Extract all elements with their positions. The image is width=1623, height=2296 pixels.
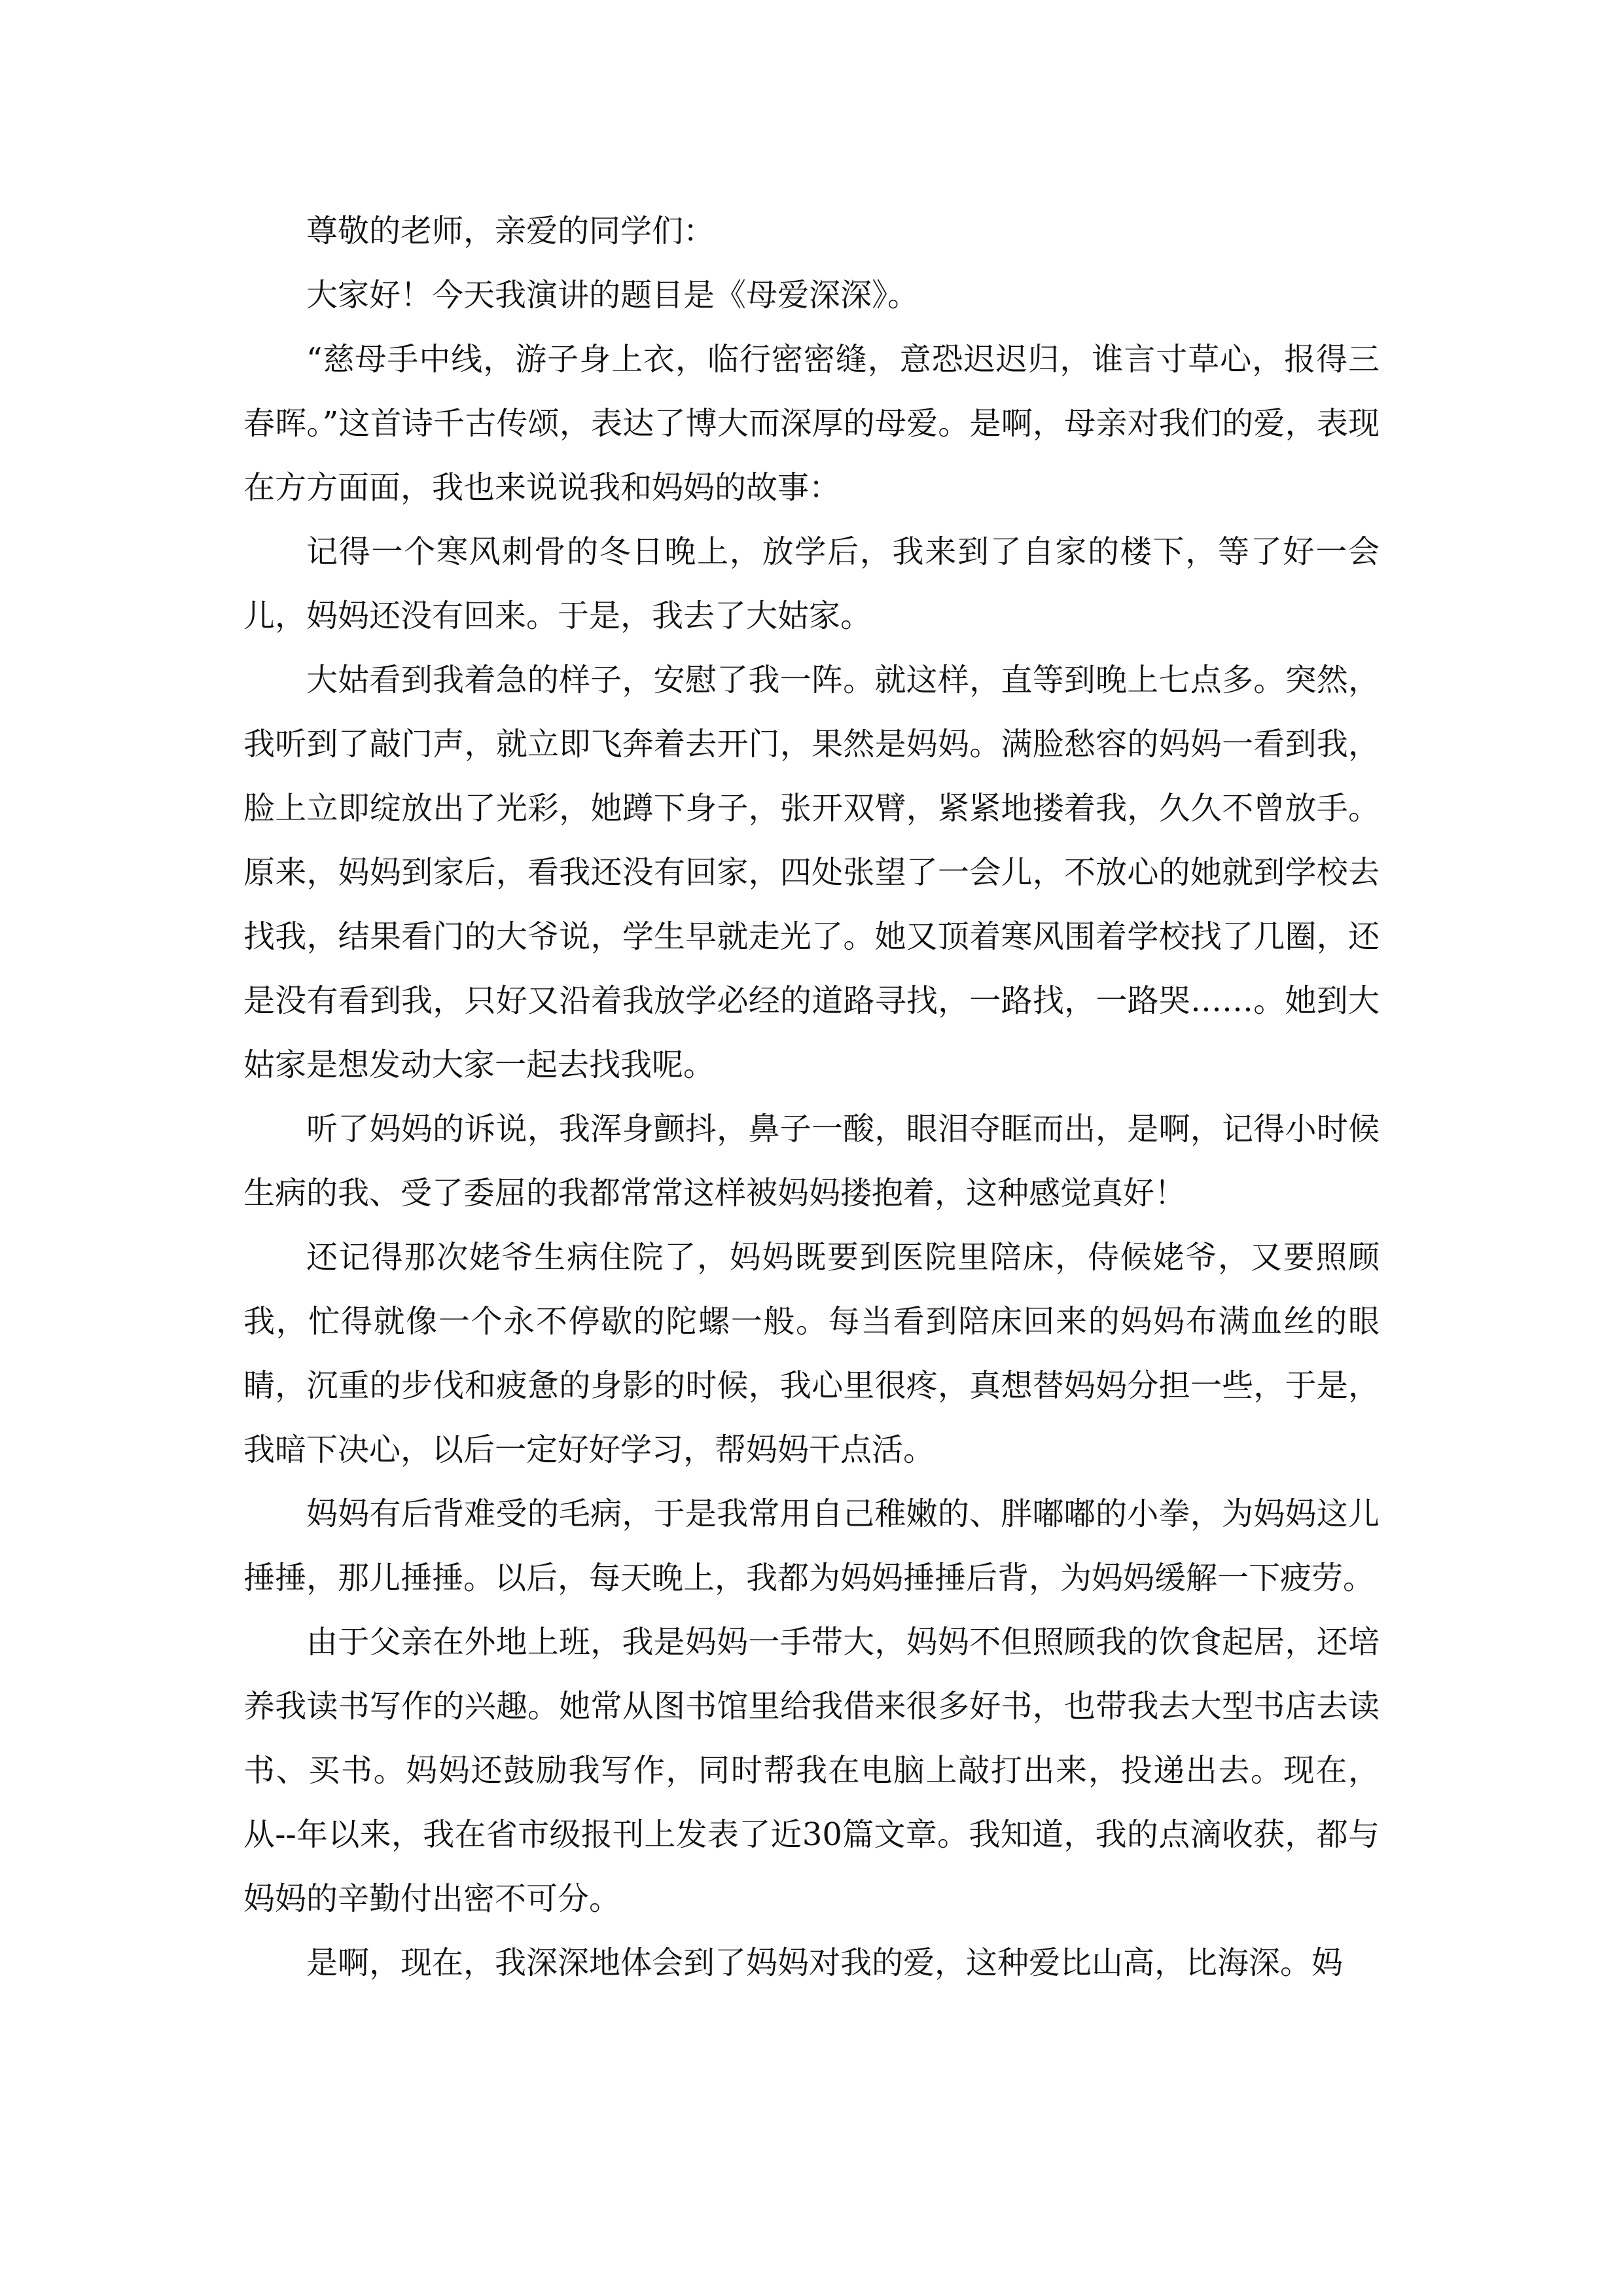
paragraph-conclusion: 是啊，现在，我深深地体会到了妈妈对我的爱，这种爱比山高，比海深。妈 [306, 1945, 1344, 1981]
speech-body [243, 199, 1380, 1995]
paragraph-reading-writing: 由于父亲在外地上班，我是妈妈一手带大，妈妈不但照顾我的饮食起居，还培养我读书写作的兴趣。她常从图书馆里给我借来很多好书，也带我去大型书店去读书、买书。妈妈还鼓励我写作，同时帮我在电脑上敲打出来，投递出去。现在，从--年以来，我在省市级报刊上发表了近30篇文章。我知道，我的点滴收获，都与妈妈的辛勤付出密不可分。 [243, 1624, 1380, 1917]
paragraph-grandpa-hospital: 还记得那次姥爷生病住院了，妈妈既要到医院里陪床，侍候姥爷，又要照顾我，忙得就像一个永不停歇的陀螺一般。每当看到陪床回来的妈妈布满血丝的眼睛，沉重的步伐和疲惫的身影的时候，我心里很疼，真想替妈妈分担一些，于是，我暗下决心，以后一定好好学习，帮妈妈干点活。 [243, 1239, 1380, 1468]
paragraph-tears: 听了妈妈的诉说，我浑身颤抖，鼻子一酸，眼泪夺眶而出，是啊，记得小时候生病的我、受了委屈的我都常常这样被妈妈搂抱着，这种感觉真好！ [243, 1111, 1380, 1211]
paragraph-aunt-house: 大姑看到我着急的样子，安慰了我一阵。就这样，直等到晚上七点多。突然，我听到了敲门声，就立即飞奔着去开门，果然是妈妈。满脸愁容的妈妈一看到我，脸上立即绽放出了光彩，她蹲下身子，张开双臂，紧紧地搂着我，久久不曾放手。原来，妈妈到家后，看我还没有回家，四处张望了一会儿，不放心的她就到学校去找我，结果看门的大爷说，学生早就走光了。她又顶着寒风围着学校找了几圈，还是没有看到我，只好又沿着我放学必经的道路寻找，一路找，一路哭……。她到大姑家是想发动大家一起去找我呢。 [243, 662, 1380, 1083]
paragraph-poem: “慈母手中线，游子身上衣，临行密密缝，意恐迟迟归，谁言寸草心，报得三春晖。”这首诗千古传颂，表达了博大而深厚的母爱。是啊，母亲对我们的爱，表现在方方面面，我也来说说我和妈妈的故事： [243, 341, 1380, 506]
paragraph-intro: 大家好！今天我演讲的题目是《母爱深深》。 [306, 277, 919, 314]
paragraph-winter-night: 记得一个寒风刺骨的冬日晚上，放学后，我来到了自家的楼下，等了好一会儿，妈妈还没有回来。于是，我去了大姑家。 [243, 533, 1380, 634]
paragraph-greeting: 尊敬的老师，亲爱的同学们： [306, 213, 715, 249]
paragraph-back-massage: 妈妈有后背难受的毛病，于是我常用自己稚嫩的、胖嘟嘟的小拳，为妈妈这儿捶捶，那儿捶捶。以后，每天晚上，我都为妈妈捶捶后背，为妈妈缓解一下疲劳。 [243, 1496, 1380, 1596]
